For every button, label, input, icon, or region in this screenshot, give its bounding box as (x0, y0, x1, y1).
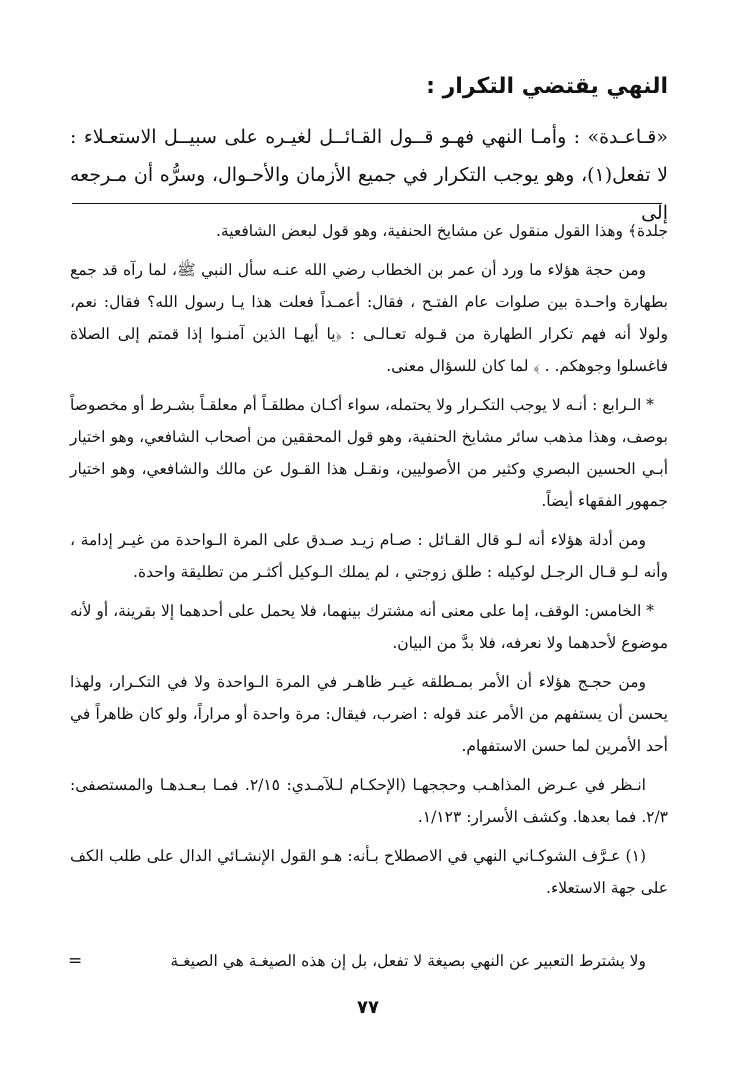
footnote-paragraph: ومن أدلة هؤلاء أنه لـو قال القـائل : صـام زيـد صـدق على المرة الـواحدة من غيـر إدامة ، وأنه لـو قـال الرجـل لوكيله : طلق زوجتي ، لم يملك الـوكيل أكثـر من تطليقة واحدة. (70, 531, 668, 581)
footnote-separator (72, 203, 662, 204)
page-number: ٧٧ (357, 997, 379, 1018)
footnote-last-line (68, 945, 668, 977)
footnote-paragraph: ومن حجة هؤلاء ما ورد أن عمر بن الخطاب رضي الله عنـه سأل النبي ﷺ، لما رآه قد جمع بطهارة واحـدة بين صلوات عام الفتـح ، فقال: أعمـداً فعلت هذا يـا رسول الله؟ فقال: نعم، ولولا أنه فهم تكرار الطهارة من قـوله تعـالـى : ﴿يا أيهـا الذين آمنـوا إذا قمتم إلى الصلاة فاغسلوا وجوهكم. . ﴾ لما كان للسؤال معنى. (70, 261, 668, 375)
footnote-paragraph: (١) عـرَّف الشوكـاني النهي في الاصطلاح بـأنه: هـو القول الإنشـائي الدال على طلب الكف على جهة الاستعلاء. (70, 847, 668, 897)
footnote-paragraph: * الـرابع : أنـه لا يوجب التكـرار ولا يحتمله، سواء أكـان مطلقـاً أم معلقـاً بشـرط أو مخصوصاً بوصف، وهذا مذهب سائر مشايخ الحنفية، وهو قول المحققين من أصحاب الشافعي، وهو اختيار أبـي الحسين البصري وكثير من الأصوليين، ونقـل هذا القـول عن مالك والشافعي، وهو اختيار جمهور الفقهاء أيضاً. (70, 396, 668, 510)
footnote-paragraph: * الخامس: الوقف، إما على معنى أنه مشترك بينهما، فلا يحمل على أحدهما إلا بقرينة، أو لأنه موضوع لأحدهما ولا نعرفه، فلا بدَّ من البيان. (70, 602, 668, 652)
footnote-paragraph: انـظر في عـرض المذاهـب وحججهـا (الإحكـام لـلآمـدي: ٢/١٥. فمـا بـعـدهـا والمستصفى: ٢/٣. فما بعدها. وكشف الأسرار: ١/١٢٣. (70, 776, 668, 826)
footnote-last-text: ولا يشترط التعبير عن النهي بصيغة لا تفعل، بل إن هذه الصيغـة هي الصيغـة (170, 952, 646, 970)
section-heading: النهي يقتضي التكرار : (426, 74, 668, 99)
footnotes-block (70, 215, 668, 911)
main-body-text: «قـاعـدة» : وأمـا النهي فهـو قــول القـائــل لغيـره على سبيــل الاستعـلاء : لا تفعل(١)، وهو يوجب التكرار في جميع الأزمان والأحـوال، وسرُّه أن مـرجعه إلى (70, 126, 668, 224)
footnote-paragraph: ومن حجـج هؤلاء أن الأمر بمـطلقه غيـر ظاهـر في المرة الـواحدة ولا في التكـرار، ولهذا يحسن أن يستفهم من الأمر عند قوله : اضرب، فيقال: مرة واحدة أو مراراً، ولو كان ظاهراً في أحد الأمرين لما حسن الاستفهام. (70, 673, 668, 755)
footnote-paragraph: جلدة﴾ وهذا القول منقول عن مشايخ الحنفية، وهو قول لبعض الشافعية. (215, 222, 668, 240)
continuation-mark: = (68, 951, 83, 971)
